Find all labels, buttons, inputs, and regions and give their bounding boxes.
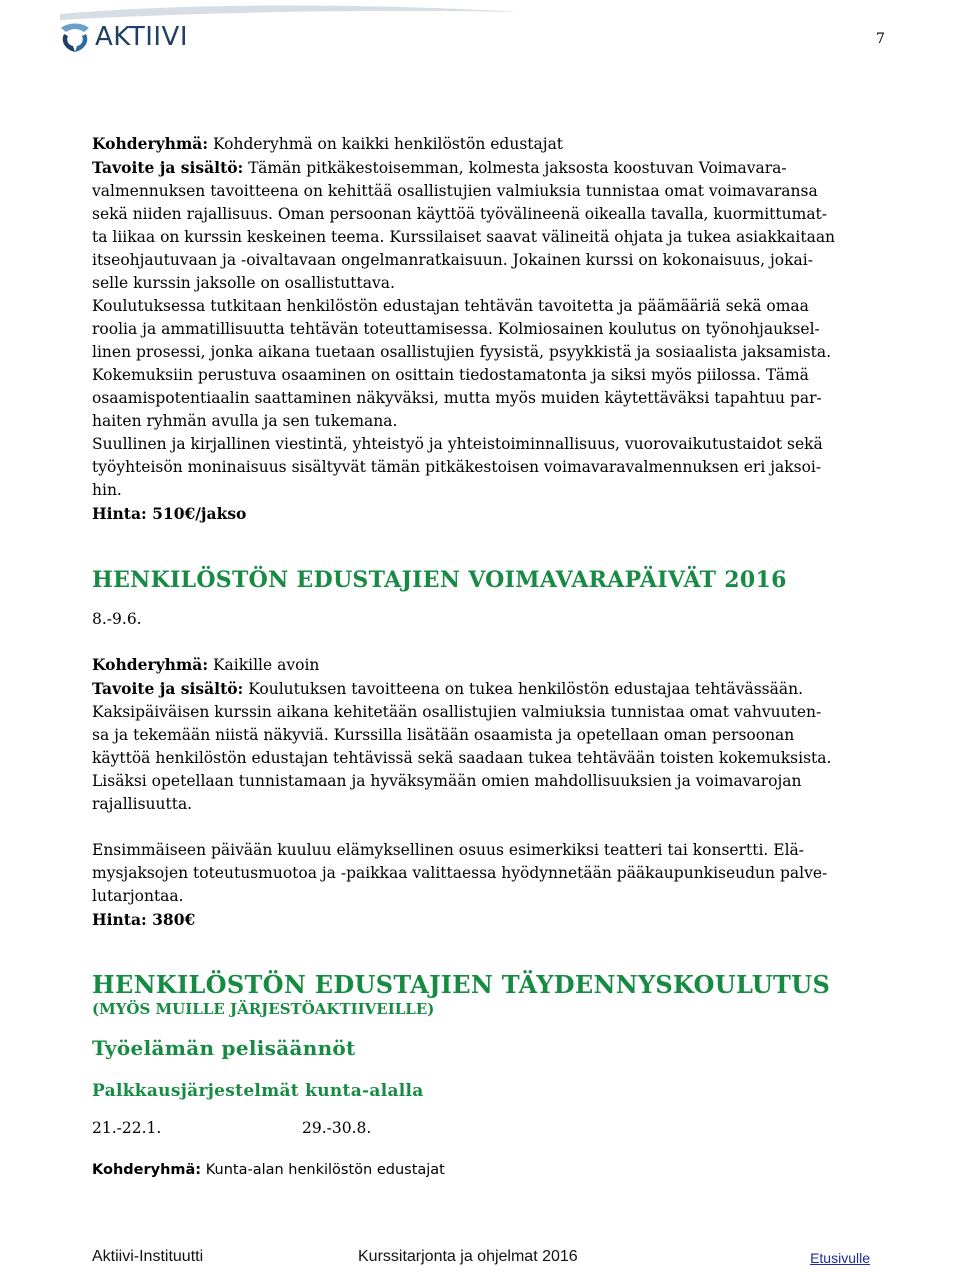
course-date-1: 21.-22.1. (92, 1119, 162, 1137)
logo-text: AKTIIVI (95, 22, 188, 52)
body-line: osaamispotentiaalin saattaminen näkyväksi, mutta myös muiden käytettäväksi tapahtuu par- (92, 389, 822, 407)
page-header (0, 0, 960, 80)
body-line: selle kurssin jaksolle on osallistuttava. (92, 274, 395, 292)
goal-label: Tavoite ja sisältö: (92, 158, 244, 177)
body-line: rajallisuutta. (92, 795, 193, 813)
body-line: linen prosessi, jonka aikana tuetaan osallistujien fyysistä, psyykkistä ja sosiaalista jaksamista. (92, 343, 832, 361)
body-line: Kokemuksiin perustuva osaaminen on osittain tiedostamatonta ja siksi myös piilossa. Tämä (92, 366, 809, 384)
body-line: Koulutuksessa tutkitaan henkilöstön edustajan tehtävän tavoitetta ja päämääriä sekä omaa (92, 297, 809, 315)
target-group-label: Kohderyhmä: (92, 1162, 202, 1178)
body-line: työyhteisön moninaisuus sisältyvät tämän pitkäkestoisen voimavaravalmennuksen eri jaksoi- (92, 458, 822, 476)
body-line: haiten ryhmän avulla ja sen tukemana. (92, 412, 398, 430)
body-line: hin. (92, 481, 122, 499)
section-heading-taydennyskoulutus: HENKILÖSTÖN EDUSTAJIEN TÄYDENNYSKOULUTUS (92, 970, 831, 999)
goal-line (92, 156, 872, 180)
body-line: valmennuksen tavoitteena on kehittää osallistujien valmiuksia tunnistaa omat voimavaransa (92, 182, 818, 200)
body-line: Lisäksi opetellaan tunnistamaan ja hyväksymään omien mahdollisuuksien ja voimavarojan (92, 772, 802, 790)
body-line: sa ja tekemään niistä näkyviä. Kurssilla lisätään osaamista ja opetellaan oman persoonan (92, 726, 795, 744)
body-line: Suullinen ja kirjallinen viestintä, yhteistyö ja yhteistoiminnallisuus, vuorovaikutustaidot sekä (92, 435, 823, 453)
body-line: lutarjontaa. (92, 887, 184, 905)
page-footer (92, 1248, 872, 1272)
goal-label: Tavoite ja sisältö: (92, 679, 244, 698)
target-group-line (92, 132, 872, 156)
body-line: Ensimmäiseen päivään kuuluu elämyksellinen osuus esimerkiksi teatteri tai konsertti. Elä- (92, 841, 805, 859)
footer-document-title: Kurssitarjonta ja ohjelmat 2016 (358, 1248, 578, 1265)
page-content (92, 132, 872, 1182)
target-group-value: Kaikille avoin (208, 656, 320, 674)
section-subheading: (MYÖS MUILLE JÄRJESTÖAKTIIVEILLE) (92, 1000, 435, 1018)
target-group-line (92, 653, 872, 677)
target-group-label: Kohderyhmä: (92, 134, 209, 153)
price: Hinta: 380€ (92, 910, 196, 929)
course-dates (92, 1117, 872, 1140)
footer-organization: Aktiivi-Instituutti (92, 1248, 204, 1265)
course-heading: Palkkausjärjestelmät kunta-alalla (92, 1081, 424, 1101)
aktiivi-logo[interactable] (58, 20, 188, 54)
body-line: käyttöä henkilöstön edustajan tehtävissä sekä saadaan tukea tehtävään toisten kokemuksista. (92, 749, 832, 767)
body-line: mysjaksojen toteutusmuotoa ja -paikkaa valittaessa hyödynnetään pääkaupunkiseudun palve- (92, 864, 828, 882)
target-group-value: Kohderyhmä on kaikki henkilöstön edustajat (208, 135, 564, 153)
body-line: Kaksipäiväisen kurssin aikana kehitetään osallistujien valmiuksia tunnistaa omat vahvuuten- (92, 703, 822, 721)
body-line: sekä niiden rajallisuus. Oman persoonan käyttöä työvälineenä oikealla tavalla, kuormittumat- (92, 205, 828, 223)
body-line: ta liikaa on kurssin keskeinen teema. Kurssilaiset saavat välineitä ohjata ja tukea asiakkaitaan (92, 228, 836, 246)
course-date-2: 29.-30.8. (302, 1119, 372, 1137)
target-group-label: Kohderyhmä: (92, 655, 209, 674)
page-number: 7 (876, 31, 885, 47)
body-line: roolia ja ammatillisuutta tehtävän toteuttamisessa. Kolmiosainen koulutus on työnohjauksel- (92, 320, 820, 338)
goal-text-first: Tämän pitkäkestoisemman, kolmesta jaksosta koostuvan Voimavara- (243, 159, 787, 177)
target-group-line (92, 1159, 872, 1182)
home-link[interactable]: Etusivulle (810, 1250, 870, 1266)
goal-line (92, 677, 872, 701)
target-group-value: Kunta-alan henkilöstön edustajat (201, 1162, 445, 1178)
section-heading-voimavarapaivat: HENKILÖSTÖN EDUSTAJIEN VOIMAVARAPÄIVÄT 2016 (92, 567, 787, 593)
logo-mark-icon (58, 20, 92, 54)
body-line: itseohjautuvaan ja -oivaltavaan ongelmanratkaisuun. Jokainen kurssi on kokonaisuus, jokai- (92, 251, 813, 269)
goal-text-first: Koulutuksen tavoitteena on tukea henkilöstön edustajaa tehtävässään. (243, 680, 804, 698)
topic-heading: Työelämän pelisäännöt (92, 1036, 356, 1060)
price: Hinta: 510€/jakso (92, 504, 247, 523)
course-date: 8.-9.6. (92, 610, 142, 628)
